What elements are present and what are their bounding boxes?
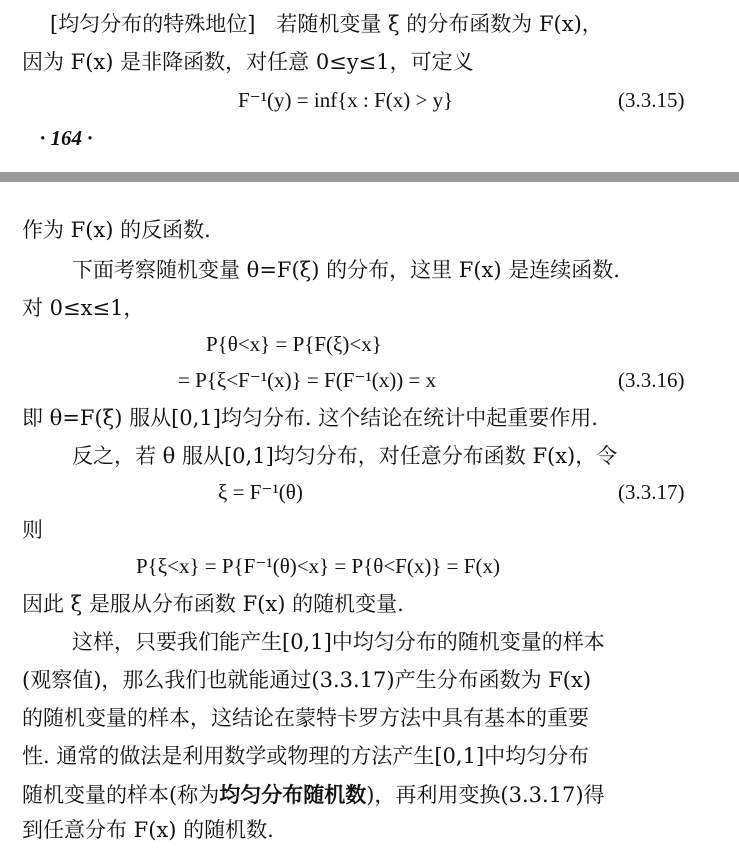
equation-number: (3.3.17) [618,480,685,504]
text-line: 则 [22,518,43,542]
equation-number: (3.3.16) [618,368,685,392]
page-number: · 164 · [40,126,93,150]
equation-3-3-17: ξ = F⁻¹(θ) [218,480,303,504]
paragraph-line: 的随机变量的样本，这结论在蒙特卡罗方法中具有基本的重要 [22,706,589,730]
paragraph-line: 到任意分布 F(x) 的随机数. [22,818,274,842]
text-line: [均匀分布的特殊地位] 若随机变量 ξ 的分布函数为 F(x)， [50,12,603,36]
equation-3-3-16-line1: P{θ<x} = P{F(ξ)<x} [206,332,382,356]
paragraph-line: (观察值)，那么我们也就能通过(3.3.17)产生分布函数为 F(x) [22,668,592,692]
paragraph-line [22,776,605,814]
equation-number: (3.3.15) [618,88,685,112]
paragraph-line: 性. 通常的做法是利用数学或物理的方法产生[0,1]中均匀分布 [22,744,590,768]
text-line: 对 0≤x≤1， [22,296,145,320]
paragraph-text: 随机变量的样本(称为 [22,783,220,807]
text-line: 因为 F(x) 是非降函数，对任意 0≤y≤1，可定义 [22,50,474,74]
text-line: 反之，若 θ 服从[0,1]均匀分布，对任意分布函数 F(x)，令 [72,444,618,468]
text-line: 即 θ=F(ξ) 服从[0,1]均匀分布. 这个结论在统计中起重要作用. [22,406,598,430]
text-line: 下面考察随机变量 θ=F(ξ) 的分布，这里 F(x) 是连续函数. [72,258,620,282]
equation-3-3-16-line2: = P{ξ<F⁻¹(x)} = F(F⁻¹(x)) = x [178,368,437,392]
equation-3-3-15: F⁻¹(y) = inf{x : F(x) > y} [238,88,454,112]
text-line: 作为 F(x) 的反函数. [22,218,211,242]
paragraph-line: 这样，只要我们能产生[0,1]中均匀分布的随机变量的样本 [72,630,605,654]
page-separator [0,172,739,182]
equation-unnumbered: P{ξ<x} = P{F⁻¹(θ)<x} = P{θ<F(x)} = F(x) [136,554,500,578]
paragraph-text: )，再利用变换(3.3.17)得 [366,783,605,807]
bold-term: 均匀分布随机数 [219,782,367,807]
text-line: 因此 ξ 是服从分布函数 F(x) 的随机变量. [22,592,404,616]
